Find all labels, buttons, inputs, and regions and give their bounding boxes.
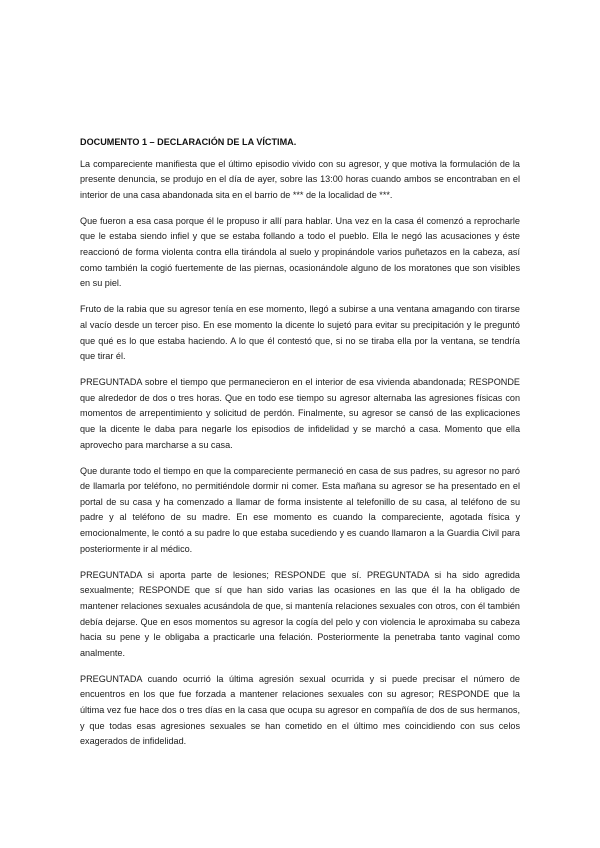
paragraph-4: PREGUNTADA sobre el tiempo que permanecieron en el interior de esa vivienda abandonada; RESPONDE que alrededor de dos o tres horas. Que en todo ese tiempo su agresor alternaba las agresiones físicas con momentos de arrepentimiento y solicitud de perdón. Finalmente, su agresor se cansó de las explicaciones que la dicente le daba para negarle los episodios de infidelidad y se marchó a casa. Momento que ella aprovecho para marcharse a su casa. [80,377,520,450]
document-title: DOCUMENTO 1 – DECLARACIÓN DE LA VÍCTIMA. [80,137,297,147]
document-body [80,135,520,760]
paragraph-1: La compareciente manifiesta que el último episodio vivido con su agresor, y que motiva la formulación de la presente denuncia, se produjo en el día de ayer, sobre las 13:00 horas cuando ambos se encontraban en el interior de una casa abandonada sita en el barrio de *** de la localidad de ***. [80,158,520,200]
paragraph-6: PREGUNTADA si aporta parte de lesiones; RESPONDE que sí. PREGUNTADA si ha sido agredida sexualmente; RESPONDE que sí que han sido varias las ocasiones en las que él la ha obligado de mantener relaciones sexuales acusándola de que, si mantenía relaciones sexuales con otros, con él también debía dejarse. Que en esos momentos su agresor la cogía del pelo y con violencia le aproximaba su cabeza hacia su pene y le obligaba a practicarle una felación. Posteriormente la penetraba tanto vaginal como analmente. [80,569,520,658]
paragraph-3: Fruto de la rabia que su agresor tenía en ese momento, llegó a subirse a una ventana amagando con tirarse al vacío desde un tercer piso. En ese momento la dicente lo sujetó para evitar su precipitación y le preguntó que qué es lo que estaba haciendo. A lo que él contestó que, si no se tiraba ella por la ventana, se tendría que tirar él. [80,304,520,362]
paragraph-2: Que fueron a esa casa porque él le propuso ir allí para hablar. Una vez en la casa él comenzó a reprocharle que le estaba siendo infiel y que se estaba follando a todo el pueblo. Ella le negó las acusaciones y éste reaccionó de forma violenta contra ella tirándola al suelo y propinándole varios puñetazos en la cabeza, así como también la cogió fuertemente de las piernas, ocasionándole alguno de los moratones que son visibles en su piel. [80,215,520,289]
paragraph-5: Que durante todo el tiempo en que la compareciente permaneció en casa de sus padres, su agresor no paró de llamarla por teléfono, no permitiéndole dormir ni comer. Esta mañana su agresor se ha presentado en el portal de su casa y ha comenzado a llamar de forma insistente al telefonillo de su casa, al teléfono de su padre y al teléfono de su madre. En ese momento es cuando la compareciente, agotada física y emocionalmente, le contó a su padre lo que estaba sucediendo y es cuando llamaron a la Guardia Civil para posteriormente ir al médico. [80,465,520,554]
paragraph-7: PREGUNTADA cuando ocurrió la última agresión sexual ocurrida y si puede precisar el número de encuentros en los que fue forzada a mantener relaciones sexuales con su agresor; RESPONDE que la última vez fue hace dos o tres días en la casa que ocupa su agresor en compañía de dos de sus hermanos, y que todas esas agresiones sexuales se han cometido en el último mes coincidiendo con sus celos exagerados de infidelidad. [80,673,520,747]
